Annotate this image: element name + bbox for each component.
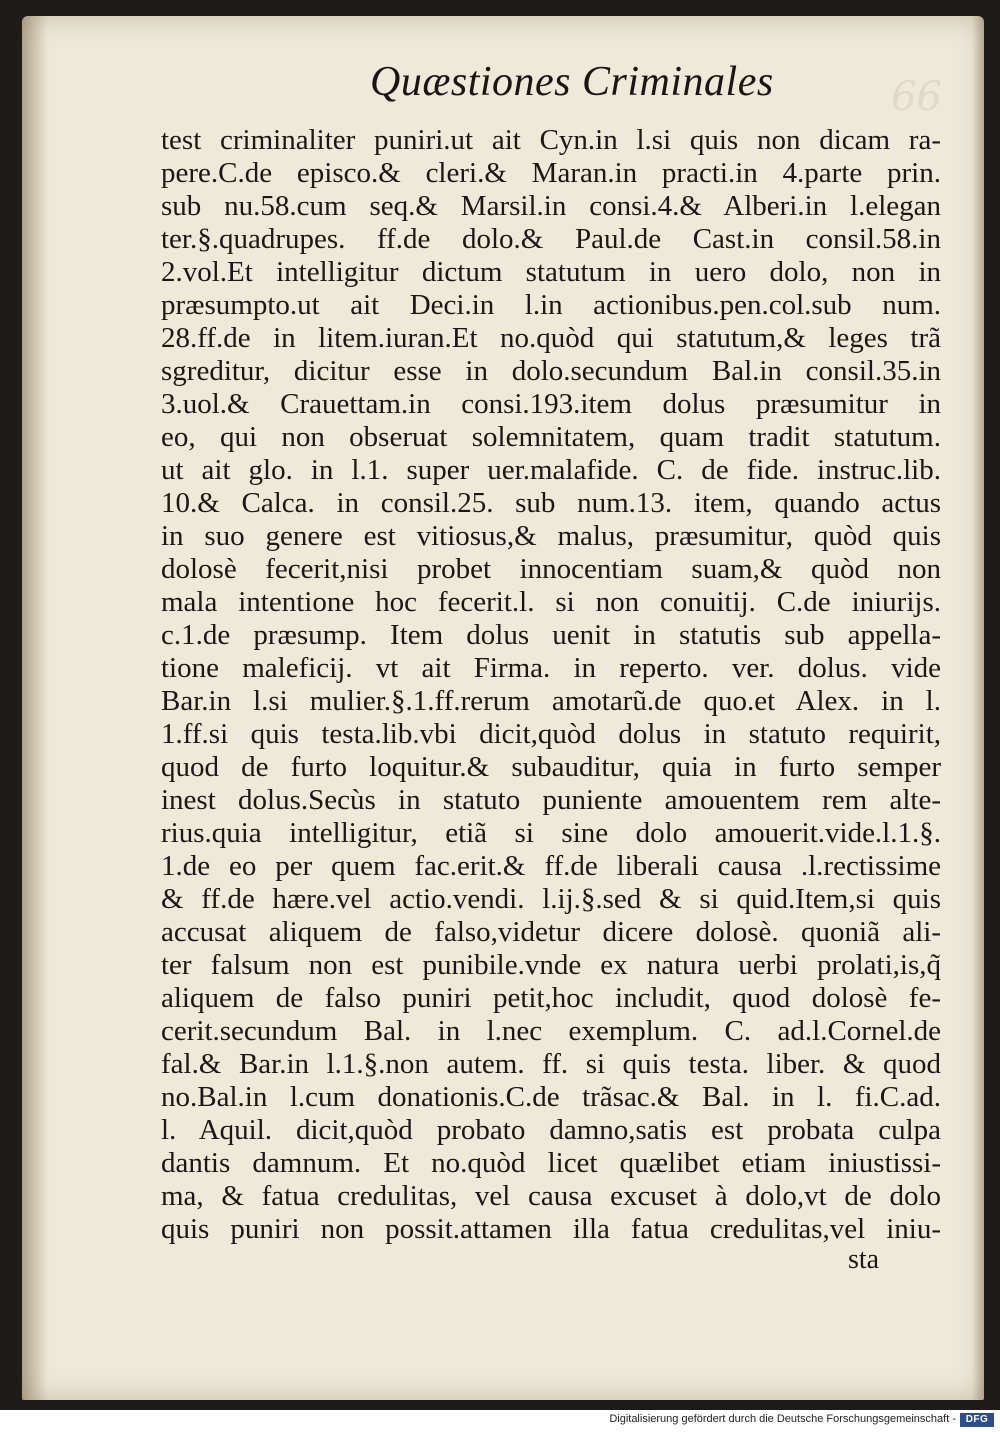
text-line: accusat aliquem de falso,videtur dicere dolosè. quoniã ali-: [161, 916, 941, 948]
text-line: rius.quia intelligitur, etiã si sine dolo amouerit.vide.l.1.§.: [161, 817, 941, 849]
text-line: pere.C.de episco.& cleri.& Maran.in practi.in 4.parte prin.: [161, 157, 941, 189]
text-line: ter falsum non est punibile.vnde ex natura uerbi prolati,is,q̃: [161, 949, 941, 981]
text-line: 3.uol.& Crauettam.in consi.193.item dolus præsumitur in: [161, 388, 941, 420]
text-line: cerit.secundum Bal. in l.nec exemplum. C. ad.l.Cornel.de: [161, 1015, 941, 1047]
text-line: sub nu.58.cum seq.& Marsil.in consi.4.& Alberi.in l.elegan: [161, 190, 941, 222]
text-line: c.1.de præsump. Item dolus uenit in statutis sub appella-: [161, 619, 941, 651]
text-line: 1.ff.si quis testa.lib.vbi dicit,quòd dolus in statuto requirit,: [161, 718, 941, 750]
text-line: eo, qui non obseruat solemnitatem, quam tradit statutum.: [161, 421, 941, 453]
text-line: inest dolus.Secùs in statuto puniente amouentem rem alte-: [161, 784, 941, 816]
catchword: sta: [848, 1244, 880, 1275]
text-line: 28.ff.de in litem.iuran.Et no.quòd qui statutum,& leges trã: [161, 322, 941, 354]
text-line: dolosè fecerit,nisi probet innocentiam suam,& quòd non: [161, 553, 941, 585]
text-line: quod de furto loquitur.& subauditur, quia in furto semper: [161, 751, 941, 783]
dfg-logo: DFG: [960, 1413, 994, 1427]
running-head: Quæstiones Criminales: [370, 59, 774, 105]
text-line: no.Bal.in l.cum donationis.C.de trãsac.& Bal. in l. fi.C.ad.: [161, 1081, 941, 1113]
text-line: 10.& Calca. in consil.25. sub num.13. item, quando actus: [161, 487, 941, 519]
footer-credit: Digitalisierung gefördert durch die Deutsche Forschungsgemeinschaft -: [609, 1413, 956, 1425]
text-line: ut ait glo. in l.1. super uer.malafide. C. de fide. instruc.lib.: [161, 454, 941, 486]
text-line: 1.de eo per quem fac.erit.& ff.de liberali causa .l.rectissime: [161, 850, 941, 882]
text-line: quis puniri non possit.attamen illa fatua credulitas,vel iniu-: [161, 1213, 941, 1245]
text-line: ter.§.quadrupes. ff.de dolo.& Paul.de Cast.in consil.58.in: [161, 223, 941, 255]
text-line: & ff.de hære.vel actio.vendi. l.ij.§.sed & si quid.Item,si quis: [161, 883, 941, 915]
text-line: præsumpto.ut ait Deci.in l.in actionibus.pen.col.sub num.: [161, 289, 941, 321]
body-text: [161, 124, 941, 1246]
text-line: tione maleficij. vt ait Firma. in reperto. ver. dolus. vide: [161, 652, 941, 684]
text-line: dantis damnum. Et no.quòd licet quælibet etiam iniustissi-: [161, 1147, 941, 1179]
text-line: 2.vol.Et intelligitur dictum statutum in uero dolo, non in: [161, 256, 941, 288]
text-line: in suo genere est vitiosus,& malus, præsumitur, quòd quis: [161, 520, 941, 552]
text-line: sgreditur, dicitur esse in dolo.secundum Bal.in consil.35.in: [161, 355, 941, 387]
text-line: mala intentione hoc fecerit.l. si non conuitij. C.de iniurijs.: [161, 586, 941, 618]
text-line: ma, & fatua credulitas, vel causa excuset à dolo,vt de dolo: [161, 1180, 941, 1212]
text-line: fal.& Bar.in l.1.§.non autem. ff. si quis testa. liber. & quod: [161, 1048, 941, 1080]
text-line: test criminaliter puniri.ut ait Cyn.in l.si quis non dicam ra-: [161, 124, 941, 156]
text-line: Bar.in l.si mulier.§.1.ff.rerum amotarũ.de quo.et Alex. in l.: [161, 685, 941, 717]
text-line: aliquem de falso puniri petit,hoc includit, quod dolosè fe-: [161, 982, 941, 1014]
text-line: l. Aquil. dicit,quòd probato damno,satis est probata culpa: [161, 1114, 941, 1146]
bleed-through-mark: 66: [891, 74, 942, 120]
